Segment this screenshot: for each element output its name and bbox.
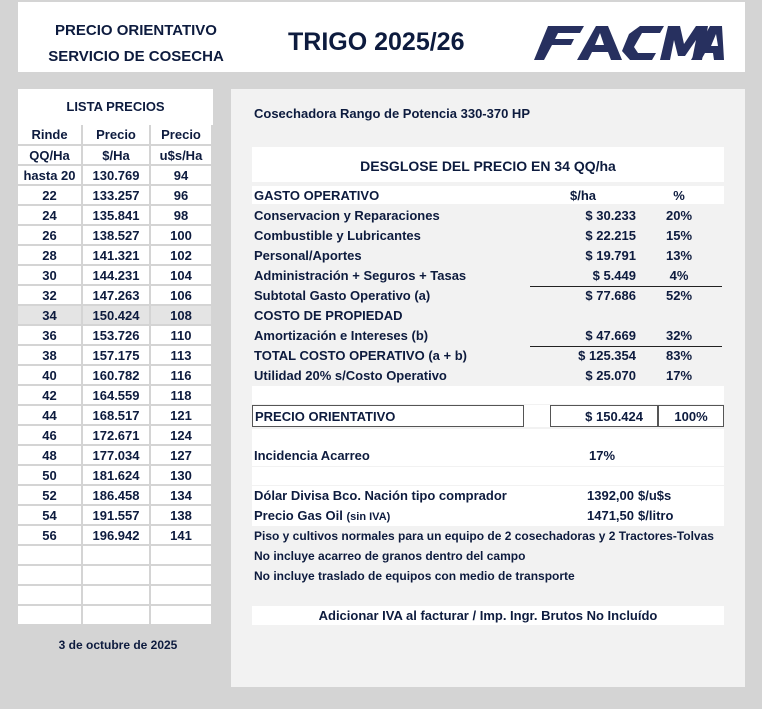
cell-precio-usd: 106 [150,285,212,305]
cell-precio-pesos: 138.527 [82,225,150,245]
cell-rinde: 44 [18,405,82,425]
cell-precio-usd: 116 [150,365,212,385]
row-percent: 13% [665,248,693,263]
empty-row [18,585,212,605]
cell-rinde: 36 [18,325,82,345]
row-total-costo [254,346,724,366]
cell-precio-usd: 96 [150,185,212,205]
cell-precio-usd: 94 [150,165,212,185]
row-label: Subtotal Gasto Operativo (a) [254,288,431,303]
row-value: $ 77.686 [585,288,636,303]
header [18,2,745,72]
row-value-unit: $/ha [569,188,596,203]
row-value: 17% [588,448,616,463]
row-label: Administración + Seguros + Tasas [254,268,467,283]
row-value: $ 125.354 [578,348,636,363]
empty-cell [18,545,82,565]
cell-rinde: 38 [18,345,82,365]
table-row [18,365,212,385]
header-line1: PRECIO ORIENTATIVO [55,22,217,39]
empty-cell [18,585,82,605]
row-percent: 20% [665,208,693,223]
facma-logo [534,22,724,62]
row-gas-oil [254,506,724,526]
row-label: Utilidad 20% s/Costo Operativo [254,368,447,383]
note-acarreo: No incluye acarreo de granos dentro del campo [254,549,526,563]
cell-rinde: 54 [18,505,82,525]
empty-cell [82,545,150,565]
table-row [18,325,212,345]
empty-cell [18,565,82,585]
harvester-range: Cosechadora Rango de Potencia 330-370 HP [254,106,530,121]
row-label: COSTO DE PROPIEDAD [254,308,403,323]
cell-precio-usd: 113 [150,345,212,365]
row-label: GASTO OPERATIVO [254,188,380,203]
cell-rinde: 24 [18,205,82,225]
row-label [254,506,390,527]
empty-cell [82,605,150,625]
cell-precio-pesos: 144.231 [82,265,150,285]
price-list-date: 3 de octubre de 2025 [58,638,178,652]
table-row [18,205,212,225]
row-label: Incidencia Acarreo [254,448,370,463]
col-header-precio-usd: Precio [150,125,212,145]
precio-orientativo-row [252,405,724,427]
cell-rinde: 42 [18,385,82,405]
cell-precio-usd: 138 [150,505,212,525]
cell-precio-pesos: 160.782 [82,365,150,385]
table-row [18,345,212,365]
row-unit: $/u$s [638,488,672,503]
row-label: Dólar Divisa Bco. Nación tipo comprador [254,488,507,503]
cell-precio-usd: 134 [150,485,212,505]
table-row [18,225,212,245]
table-row [18,525,212,545]
cell-precio-pesos: 186.458 [82,485,150,505]
breakdown-title: DESGLOSE DEL PRECIO EN 34 QQ/ha [252,147,724,182]
row-combustible [254,226,724,246]
precio-orientativo-value: $ 150.424 [550,405,658,427]
footer-iva-note: Adicionar IVA al facturar / Imp. Ingr. Brutos No Incluído [252,606,724,625]
empty-cell [150,605,212,625]
table-row [18,485,212,505]
table-row [18,305,212,325]
cell-precio-usd: 118 [150,385,212,405]
row-percent: 17% [636,366,722,387]
row-value: $ 30.233 [585,208,636,223]
header-line2: SERVICIO DE COSECHA [48,48,224,65]
row-percent-unit: % [673,188,685,203]
empty-row [18,565,212,585]
note-piso-cultivos: Piso y cultivos normales para un equipo de 2 cosechadoras y 2 Tractores-Tolvas [254,529,714,543]
table-row [18,165,212,185]
empty-cell [150,545,212,565]
row-personal [254,246,724,266]
cell-precio-usd: 124 [150,425,212,445]
cell-rinde: 30 [18,265,82,285]
row-unit: $/litro [638,508,674,523]
row-value: $ 22.215 [585,228,636,243]
cell-rinde: 26 [18,225,82,245]
precio-orientativo-percent: 100% [658,405,724,427]
row-percent: 4% [636,266,722,287]
cell-precio-pesos: 164.559 [82,385,150,405]
cell-precio-pesos: 196.942 [82,525,150,545]
cell-precio-pesos: 172.671 [82,425,150,445]
row-percent: 15% [665,228,693,243]
cell-precio-usd: 102 [150,245,212,265]
cell-precio-usd: 141 [150,525,212,545]
empty-row [18,545,212,565]
row-label: Conservacion y Reparaciones [254,208,440,223]
row-value: $ 19.791 [585,248,636,263]
col-unit-precio-usd: u$s/Ha [150,145,212,165]
cell-rinde: 34 [18,305,82,325]
cell-precio-usd: 108 [150,305,212,325]
page-title: TRIGO 2025/26 [288,28,465,56]
cell-rinde: 50 [18,465,82,485]
cell-rinde: 56 [18,525,82,545]
empty-cell [150,565,212,585]
col-unit-precio-pesos: $/Ha [82,145,150,165]
cell-rinde: 22 [18,185,82,205]
cell-precio-usd: 127 [150,445,212,465]
cell-precio-pesos: 135.841 [82,205,150,225]
row-percent: 83% [665,348,693,363]
col-header-rinde: Rinde [18,125,82,145]
table-row [18,245,212,265]
row-administracion [254,266,724,286]
note-traslado: No incluye traslado de equipos con medio de transporte [254,569,575,583]
cell-rinde: 32 [18,285,82,305]
cell-precio-pesos: 147.263 [82,285,150,305]
cell-rinde: 52 [18,485,82,505]
empty-row [18,605,212,625]
row-conservacion [254,206,724,226]
header-subtitle [36,18,236,70]
cell-precio-pesos: 130.769 [82,165,150,185]
table-row [18,385,212,405]
empty-cell [150,585,212,605]
cell-precio-pesos: 141.321 [82,245,150,265]
row-utilidad [254,366,724,386]
cell-rinde: 48 [18,445,82,465]
cell-precio-pesos: 168.517 [82,405,150,425]
row-gasto-operativo-header [254,186,724,206]
price-table [18,125,213,626]
empty-cell [82,585,150,605]
table-row [18,465,212,485]
cell-precio-usd: 104 [150,265,212,285]
cell-rinde: 46 [18,425,82,445]
cell-precio-usd: 100 [150,225,212,245]
row-incidencia-acarreo [254,446,724,466]
price-breakdown-panel [231,89,745,687]
gasoil-label-note: (sin IVA) [346,511,391,523]
cell-precio-pesos: 191.557 [82,505,150,525]
cell-precio-usd: 98 [150,205,212,225]
table-row [18,505,212,525]
row-value: 1392,00 [587,488,634,503]
row-dolar [254,486,724,506]
cell-precio-pesos: 150.424 [82,305,150,325]
row-label: TOTAL COSTO OPERATIVO (a + b) [254,348,467,363]
col-header-precio-pesos: Precio [82,125,150,145]
table-row [18,405,212,425]
row-label: Personal/Aportes [254,248,362,263]
cell-precio-pesos: 153.726 [82,325,150,345]
table-row [18,265,212,285]
cell-precio-usd: 110 [150,325,212,345]
table-row [18,285,212,305]
row-label: Combustible y Lubricantes [254,228,421,243]
cell-precio-pesos: 177.034 [82,445,150,465]
cell-precio-usd: 121 [150,405,212,425]
price-list-title: LISTA PRECIOS [18,89,213,125]
price-list [18,89,213,626]
row-value: 1471,50 [587,508,634,523]
empty-cell [18,605,82,625]
cell-rinde: hasta 20 [18,165,82,185]
gasoil-label: Precio Gas Oil [254,508,343,523]
row-label: Amortización e Intereses (b) [254,328,429,343]
precio-orientativo-label: PRECIO ORIENTATIVO [252,405,524,427]
row-value: $ 5.449 [530,266,636,287]
cell-precio-pesos: 133.257 [82,185,150,205]
table-row [18,425,212,445]
cell-precio-pesos: 157.175 [82,345,150,365]
row-amortizacion [254,326,724,346]
cell-rinde: 40 [18,365,82,385]
table-row [18,445,212,465]
cell-precio-usd: 130 [150,465,212,485]
row-percent: 32% [636,326,722,347]
row-percent: 52% [665,288,693,303]
cell-rinde: 28 [18,245,82,265]
row-costo-propiedad-header [254,306,724,326]
table-row [18,185,212,205]
cell-precio-pesos: 181.624 [82,465,150,485]
row-subtotal [254,286,724,306]
row-value: $ 25.070 [530,366,636,387]
empty-cell [82,565,150,585]
col-unit-rinde: QQ/Ha [18,145,82,165]
row-value: $ 47.669 [530,326,636,347]
